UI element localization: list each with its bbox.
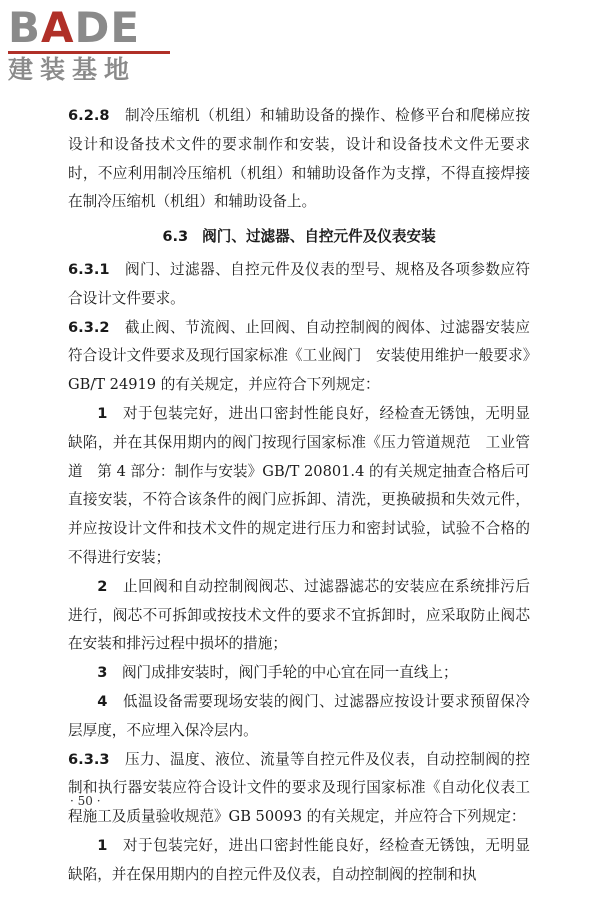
clause-6-2-8: 6.2.8 制冷压缩机（机组）和辅助设备的操作、检修平台和爬梯应按设计和设备技术文件的要求制作和安装，设计和设备技术文件无要求时，不应利用制冷压缩机（机组）和辅助设备作为支撑，不得直接焊接在制冷压缩机（机组）和辅助设备上。: [68, 107, 530, 211]
clause-6-3-2-item-3: 3 阀门成排安装时，阀门手轮的中心宜在同一直线上；: [97, 664, 458, 682]
clause-6-3-3: 6.3.3 压力、温度、液位、流量等自控元件及仪表，自动控制阀的控制和执行器安装应符合设计文件的要求及现行国家标准《自动化仪表工程施工及质量验收规范》GB 50093 的有关规定，并应符合下列规定：: [68, 750, 530, 826]
clause-6-3-2-item-1: 1 对于包装完好，进出口密封性能良好，经检查无锈蚀，无明显缺陷，并在其保用期内的阀门按现行国家标准《压力管道规范 工业管道 第 4 部分：制作与安装》GB/T 20801.4 的有关规定抽查合格后可直接安装，不符合该条件的阀门应拆卸、清洗，更换破损和失效元件，并应按设计文件和技术文件的规定进行压力和密封试验，试验不合格的不得进行安装；: [68, 404, 530, 566]
page-body: [68, 102, 530, 890]
clause-6-3-2: 6.3.2 截止阀、节流阀、止回阀、自动控制阀的阀体、过滤器安装应符合设计文件要求及现行国家标准《工业阀门 安装使用维护一般要求》GB/T 24919 的有关规定，并应符合下列规定：: [68, 318, 530, 394]
page-number: · 50 ·: [70, 794, 101, 808]
logo-chinese-text: 建装基地: [8, 55, 137, 84]
clause-6-3-2-item-2: 2 止回阀和自动控制阀阀芯、过滤器滤芯的安装应在系统排污后进行，阀芯不可拆卸或按技术文件的要求不宜拆卸时，应采取防止阀芯在安装和排污过程中损坏的措施；: [68, 577, 530, 653]
section-heading-6-3: 6.3 阀门、过滤器、自控元件及仪表安装: [162, 228, 436, 246]
logo-wordmark: BADE: [8, 3, 141, 52]
clause-6-3-3-item-1: 1 对于包装完好，进出口密封性能良好，经检查无锈蚀，无明显缺陷，并在保用期内的自控元件及仪表，自动控制阀的控制和执: [68, 836, 530, 883]
bade-logo: [8, 3, 178, 86]
clause-6-3-1: 6.3.1 阀门、过滤器、自控元件及仪表的型号、规格及各项参数应符合设计文件要求。: [68, 260, 530, 307]
clause-6-3-2-item-4: 4 低温设备需要现场安装的阀门、过滤器应按设计要求预留保冷层厚度，不应埋入保冷层内。: [68, 692, 530, 739]
